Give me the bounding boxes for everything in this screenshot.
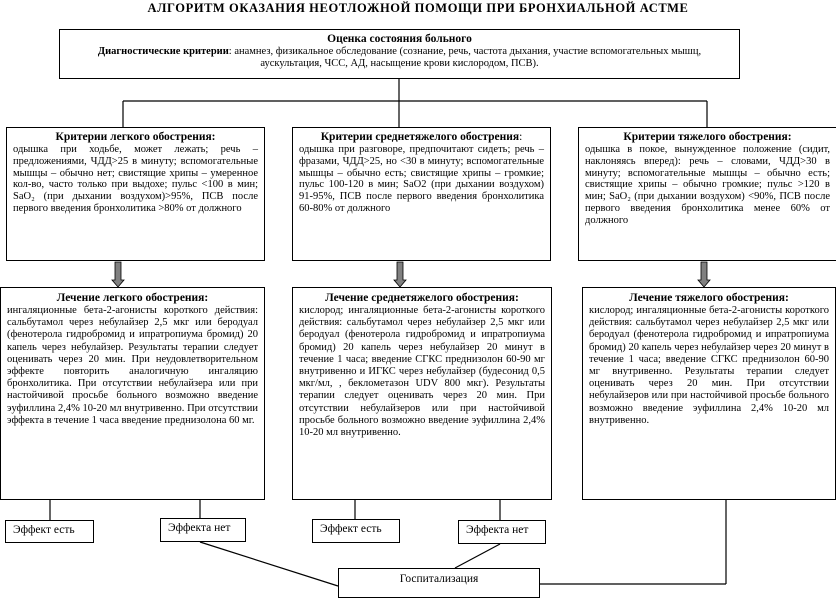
assessment-criteria-label: Диагностические критерии [97, 46, 229, 57]
severe-criteria-box [578, 127, 836, 261]
mild-effect-no-box [160, 518, 246, 542]
mild-criteria-title: Критерии легкого обострения: [55, 131, 216, 143]
severe-treatment-text: кислород; ингаляционные бета-2-агонисты короткого действия: сальбутамол через небулайзер 2,5 мкг или беродуал (фенотерола гидробромид и ипратропиума бромид) 20 капель через небулайзер через 20 минут в течение 1 часа; введение СГКС преднизолон 60-90 мг внутривенно. Результаты терапии следует оценивать через 20 мин. При отсутствии небулайзеров или при настойчивой просьбе больного возможно введение эуфиллина 2,4% 10-20 мл внутривенно. [589, 305, 829, 426]
mild-effect-no-label: Эффекта нет [168, 522, 231, 534]
assessment-criteria [68, 46, 731, 70]
mild-criteria-text: одышка при ходьбе, может лежать; речь – предложениями, ЧДД>25 в минуту; вспомогательные мышцы – обычно нет; свистящие хрипы – умеренное кол-во, часто только при выдохе; пульс <100 в мин; SaO₂ (при дыхании воздухом)>95%, ПСВ после первого введения бронхолитика >80% от должного [13, 144, 258, 214]
mild-treatment-title: Лечение легкого обострения: [56, 292, 209, 304]
arrow-mild [112, 262, 124, 287]
connector-mild-no-to-hosp [200, 542, 338, 586]
moderate-treatment-box [292, 287, 552, 500]
hospitalization-box [338, 568, 540, 598]
moderate-effect-no-label: Эффекта нет [466, 524, 529, 536]
moderate-criteria-text: одышка при разговоре, предпочитают сидеть; речь – фразами, ЧДД>25, но <30 в минуту; вспомогательные мышцы – обычно есть; свистящие хрипы – громкие; пульс 100-120 в мин; SaO2 (при дыхании воздухом) 91-95%, ПСВ после первого введения бронхолитика 60-80% от должного [299, 144, 544, 214]
assessment-title: Оценка состояния больного [327, 33, 472, 45]
assessment-criteria-text: : анамнез, физикальное обследование (сознание, речь, частота дыхания, участие вспомогательных мышц, аускультация, ЧСС, АД, насыщение крови кислородом, ПСВ). [228, 46, 702, 70]
connector-moderate-no-to-hosp [455, 544, 500, 568]
mild-treatment-text: ингаляционные бета-2-агонисты короткого действия: сальбутамол через небулайзер 2,5 мкг или беродуал (фенотерола гидробромид и ипратропиума бромид) 20 капель через небулайзер. Результаты терапии следует оценивать через 20 мин. При неудовлетворительном эффекте повторить аналогичную ингаляцию бронхолитика. При отсутствии небулайзера или при настойчивой просьбе больного возможно введение эуфиллина 2,4% 10-20 мл внутривенно. При отсутствии эффекта в течение 1 часа введение преднизолона 60 мг. [7, 305, 258, 426]
moderate-criteria-title-suffix: : [519, 131, 523, 143]
severe-treatment-title: Лечение тяжелого обострения: [629, 292, 789, 304]
severe-criteria-text: одышка в покое, вынужденное положение (сидит, наклоняясь вперед): речь – словами, ЧДД>30 в минуту; вспомогательные мышцы – обычно есть; свистящие хрипы – обычно громкие; пульс >120 в мин; SaO₂ (при дыхании воздухом) <90%, ПСВ после первого введения бронхолитика менее 60% от должного [585, 144, 830, 226]
moderate-criteria-title-text: Критерии среднетяжелого обострения [320, 131, 520, 143]
moderate-criteria-title [299, 131, 544, 144]
moderate-effect-no-box [458, 520, 546, 544]
hospitalization-label: Госпитализация [399, 573, 479, 585]
mild-effect-yes-label: Эффект есть [13, 524, 75, 536]
assessment-box [59, 29, 740, 79]
severe-criteria-title: Критерии тяжелого обострения: [623, 131, 792, 143]
moderate-treatment-title: Лечение среднетяжелого обострения: [325, 292, 519, 304]
arrow-severe [698, 262, 710, 287]
moderate-effect-yes-box [312, 519, 400, 543]
mild-effect-yes-box [5, 520, 94, 543]
arrow-moderate [394, 262, 406, 287]
mild-criteria-box [6, 127, 265, 261]
page-title: АЛГОРИТМ ОКАЗАНИЯ НЕОТЛОЖНОЙ ПОМОЩИ ПРИ БРОНХИАЛЬНОЙ АСТМЕ [147, 1, 689, 15]
moderate-treatment-text: кислород; ингаляционные бета-2-агонисты короткого действия: сальбутамол через небулайзер 2,5 мкг или беродуал (фенотерола гидробромид и ипратропиума бромид) 20 капель через небулайзер 20 минут в течение 1 часа; введение СГКС преднизолон 60-90 мг внутривенно и ИГКС через небулайзер (будесонид 0,5 мкг/мл, , беклометазон UDV 800 мкг). Результаты терапии следует оценивать через 20 мин. При отсутствии небулайзеров или при настойчивой просьбе больного возможно введение эуфиллина 2,4% 10-20 мл внутривенно. [299, 305, 545, 439]
moderate-effect-yes-label: Эффект есть [320, 523, 382, 535]
severe-treatment-box [582, 287, 836, 500]
moderate-criteria-box [292, 127, 551, 261]
mild-treatment-box [0, 287, 265, 500]
